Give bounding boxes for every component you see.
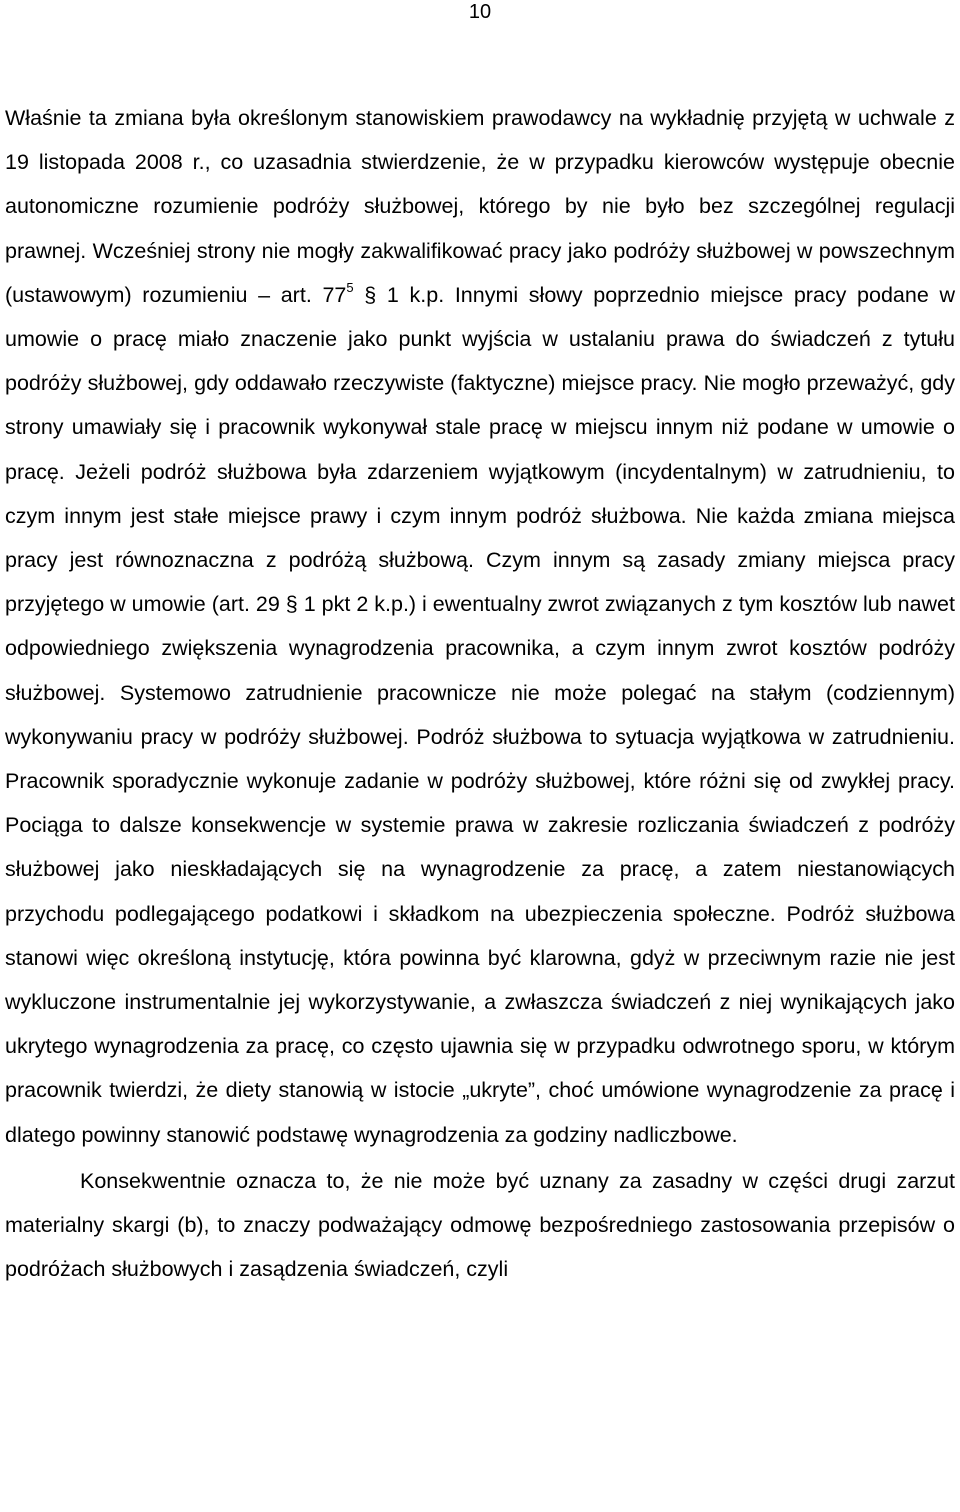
page-number: 10: [468, 1, 492, 23]
document-body: [5, 96, 955, 1291]
paragraph-1-text-b: § 1 k.p. Innymi słowy poprzednio miejsce pracy podane w umowie o pracę miało znaczenie jako punkt wyjścia w ustalaniu prawa do świadczeń z tytułu podróży służbowej, gdy oddawało rzeczywiste (faktyczne) miejsce pracy. Nie mogło przeważyć, gdy strony umawiały się i pracownik wykonywał stale pracę w miejscu innym niż podane w umowie o pracę. Jeżeli podróż służbowa była zdarzeniem wyjątkowym (incydentalnym) w zatrudnieniu, to czym innym jest stałe miejsce prawy i czym innym podróż służbowa. Nie każda zmiana miejsca pracy jest równoznaczna z podróżą służbową. Czym innym są zasady zmiany miejsca pracy przyjętego w umowie (art. 29 § 1 pkt 2 k.p.) i ewentualny zwrot związanych z tym kosztów lub nawet odpowiedniego zwiększenia wynagrodzenia pracownika, a czym innym zwrot kosztów podróży służbowej. Systemowo zatrudnienie pracownicze nie może polegać na stałym (codziennym) wykonywaniu pracy w podróży służbowej. Podróż służbowa to sytuacja wyjątkowa w zatrudnieniu. Pracownik sporadycznie wykonuje zadanie w podróży służbowej, które różni się od zwykłej pracy. Pociąga to dalsze konsekwencje w systemie prawa w zakresie rozliczania świadczeń z podróży służbowej jako nieskładających się na wynagrodzenie za pracę, a zatem niestanowiących przychodu podlegającego podatkowi i składkom na ubezpieczenia społeczne. Podróż służbowa stanowi więc określoną instytucję, która powinna być klarowna, gdyż w przeciwnym razie nie jest wykluczone instrumentalnie jej wykorzystywanie, a zwłaszcza świadczeń z niej wynikających jako ukrytego wynagrodzenia za pracę, co często ujawnia się w przypadku odwrotnego sporu, w którym pracownik twierdzi, że diety stanowią w istocie „ukryte”, choć umówione wynagrodzenie za pracę i dlatego powinny stanowić podstawę wynagrodzenia za godziny nadliczbowe.: [5, 282, 955, 1147]
paragraph-1: [5, 96, 955, 1157]
paragraph-1-text-a: Właśnie ta zmiana była określonym stanowiskiem prawodawcy na wykładnię przyjętą w uchwale z 19 listopada 2008 r., co uzasadnia stwierdzenie, że w przypadku kierowców występuje obecnie autonomiczne rozumienie podróży służbowej, którego by nie było bez szczególnej regulacji prawnej. Wcześniej strony nie mogły zakwalifikować pracy jako podróży służbowej w powszechnym (ustawowym) rozumieniu – art. 77: [5, 106, 955, 307]
paragraph-2: Konsekwentnie oznacza to, że nie może być uznany za zasadny w części drugi zarzut materialny skargi (b), to znaczy podważający odmowę bezpośredniego zastosowania przepisów o podróżach służbowych i zasądzenia świadczeń, czyli: [5, 1168, 955, 1282]
superscript-5: 5: [346, 279, 354, 295]
